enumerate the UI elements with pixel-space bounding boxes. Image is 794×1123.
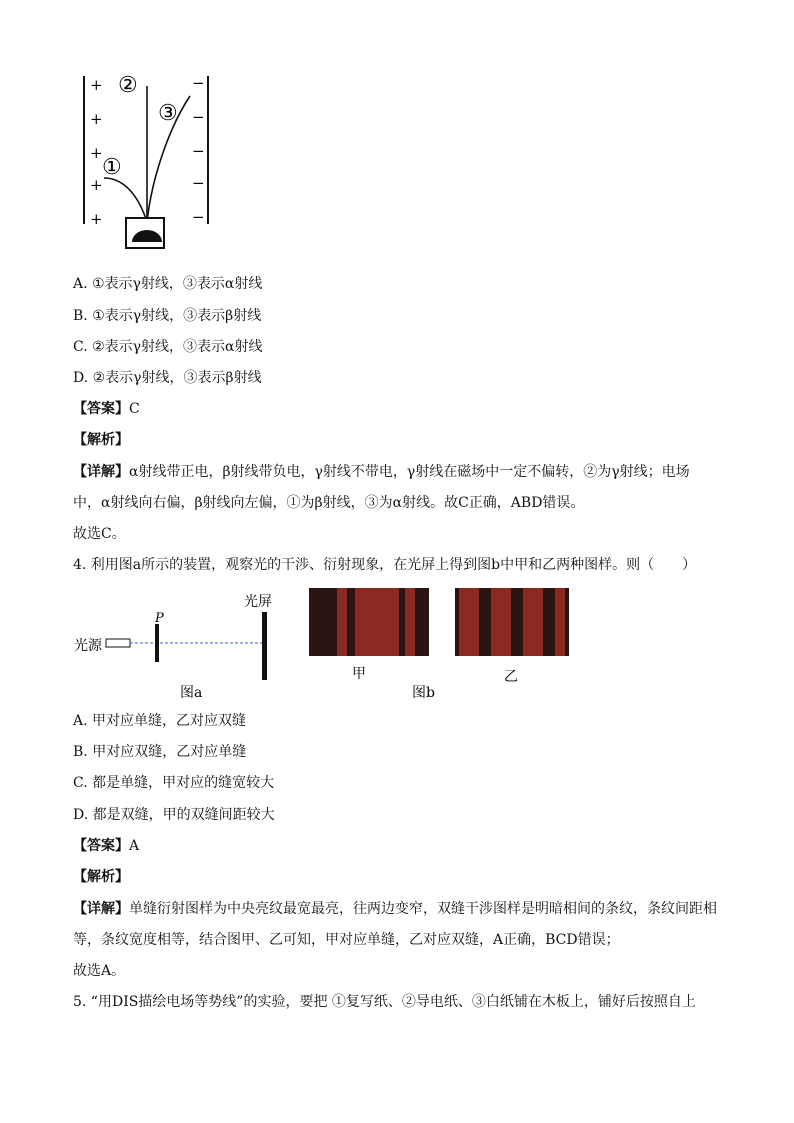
q4-detail-line-2: 等，条纹宽度相等，结合图甲、乙可知，甲对应单缝，乙对应双缝，A正确，BCD错误；	[73, 932, 620, 948]
apparatus-figure	[72, 590, 292, 705]
pattern-jia	[309, 588, 429, 656]
q4-option-a: A. 甲对应单缝，乙对应双缝	[73, 713, 247, 729]
q3-option-a: A. ①表示γ射线，③表示α射线	[73, 276, 263, 292]
ray-1	[104, 178, 147, 222]
q3-option-d: D. ②表示γ射线，③表示β射线	[73, 370, 262, 386]
light-source	[106, 639, 130, 647]
caption-a: 图a	[180, 685, 203, 701]
q4-stem: 4. 利用图a所示的装置，观察光的干涉、衍射现象，在光屏上得到图b中甲和乙两种图样。则（ ）	[73, 557, 697, 573]
q3-choose: 故选C。	[73, 526, 126, 542]
label-yi: 乙	[504, 669, 518, 685]
minus-sign: −	[192, 142, 205, 160]
answer-tag: 【答案】	[73, 838, 129, 854]
q5-stem: 5. “用DIS描绘电场等势线”的实验，要把 ①复写纸、②导电纸、③白纸铺在木板上，铺好后按照自上	[73, 994, 696, 1010]
label-ray-1: ①	[102, 155, 122, 180]
q4-answer	[73, 836, 139, 856]
q3-option-c: C. ②表示γ射线，③表示α射线	[73, 339, 263, 355]
pattern-yi	[455, 588, 569, 656]
q4-detail-line-1: 【详解】单缝衍射图样为中央亮纹最宽最亮，往两边变窄，双缝干涉图样是明暗相间的条纹，条纹间距相	[73, 901, 717, 917]
pattern-figure	[305, 585, 575, 705]
minus-sign: −	[192, 74, 205, 92]
q4-option-b: B. 甲对应双缝，乙对应单缝	[73, 744, 247, 760]
q3-answer	[73, 399, 140, 419]
detail-tag: 【详解】	[73, 901, 129, 917]
light-source-label: 光源	[74, 638, 102, 654]
answer-value: C	[129, 401, 140, 417]
radiation-deflection-figure	[78, 66, 218, 256]
label-ray-2: ②	[118, 73, 138, 98]
answer-tag: 【答案】	[73, 401, 129, 417]
detail-tag: 【详解】	[73, 464, 129, 480]
q3-option-b: B. ①表示γ射线，③表示β射线	[73, 308, 262, 324]
minus-sign: −	[192, 174, 205, 192]
minus-sign: −	[192, 108, 205, 126]
q3-analysis-tag: 【解析】	[73, 432, 129, 448]
q4-choose: 故选A。	[73, 963, 126, 979]
slit-plate	[155, 624, 159, 662]
q3-detail-line-2: 中，α射线向右偏，β射线向左偏，①为β射线，③为α射线。故C正确，ABD错误。	[73, 495, 585, 511]
screen	[262, 612, 267, 680]
plus-sign: +	[90, 210, 103, 228]
plus-sign: +	[90, 76, 103, 94]
q3-detail-line-1: 【详解】α射线带正电，β射线带负电，γ射线不带电，γ射线在磁场中一定不偏转，②为γ射线；电场	[73, 464, 690, 480]
answer-value: A	[129, 838, 140, 854]
q4-analysis-tag: 【解析】	[73, 869, 129, 885]
caption-b: 图b	[412, 685, 435, 701]
plus-sign: +	[90, 144, 103, 162]
minus-sign: −	[192, 208, 205, 226]
plus-sign: +	[90, 110, 103, 128]
plus-sign: +	[90, 176, 103, 194]
q4-option-d: D. 都是双缝，甲的双缝间距较大	[73, 807, 275, 823]
q4-option-c: C. 都是单缝，甲对应的缝宽较大	[73, 775, 275, 791]
slit-p-label: P	[155, 611, 164, 626]
screen-label: 光屏	[244, 594, 272, 610]
label-ray-3: ③	[158, 101, 178, 126]
label-jia: 甲	[352, 666, 366, 682]
